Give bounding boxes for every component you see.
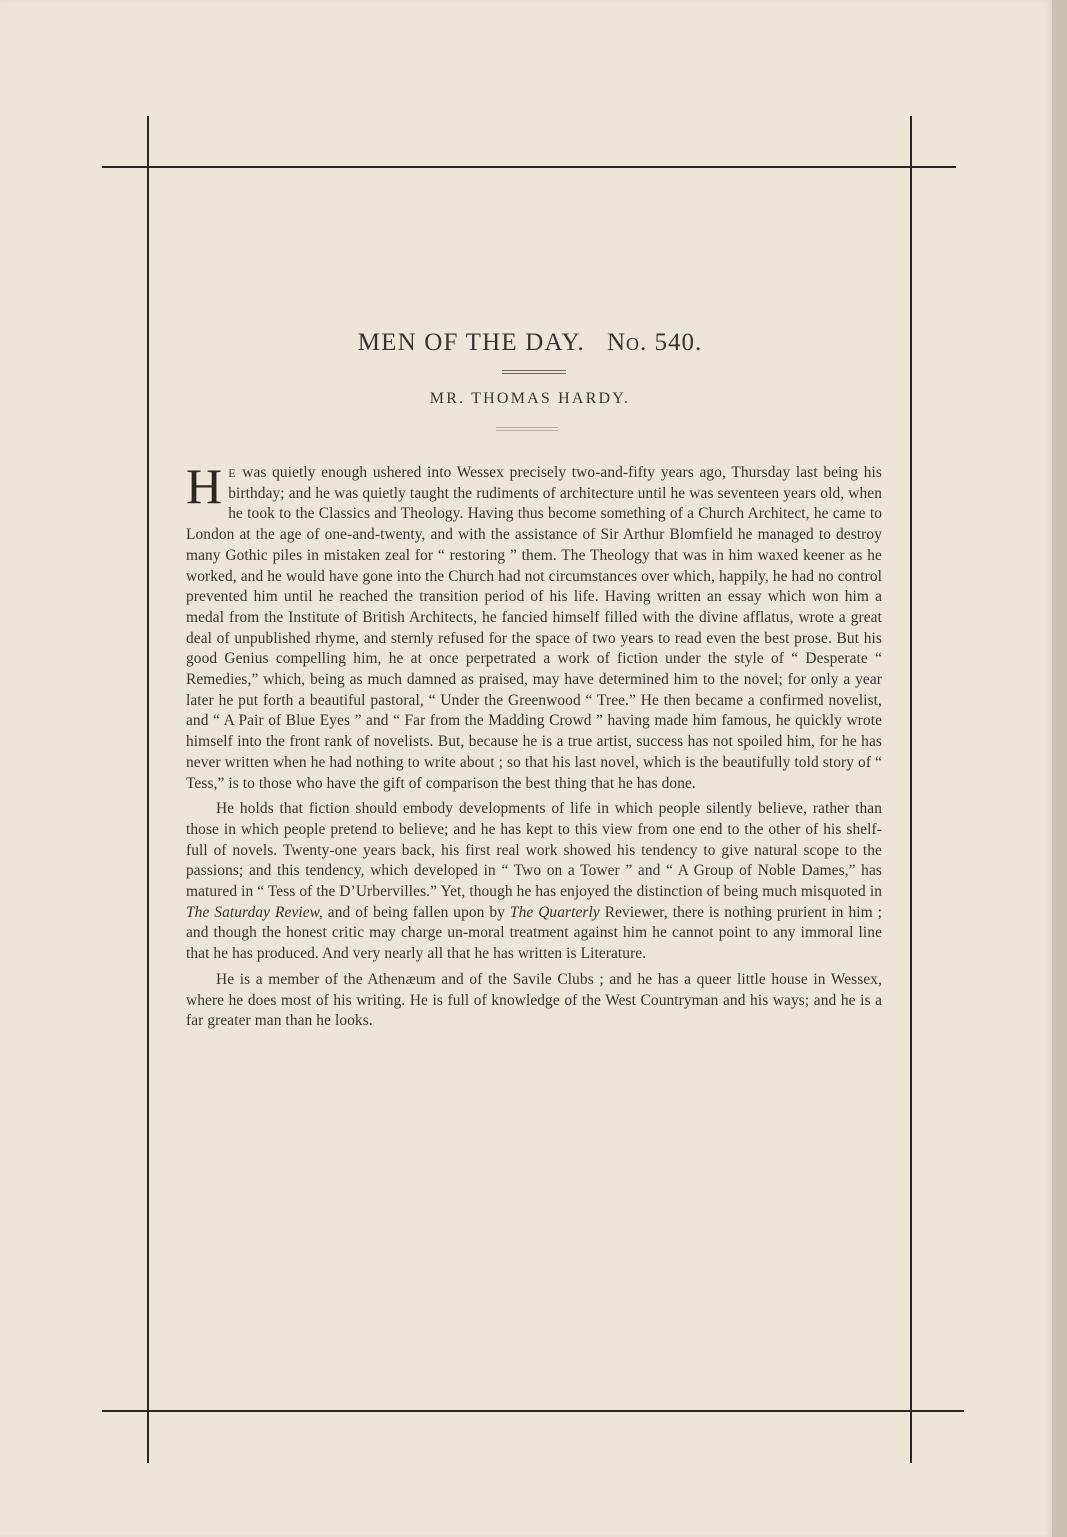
paragraph-1 (186, 458, 882, 794)
paragraph-1-text: was quietly enough ushered into Wessex precisely two-and-fifty years ago, Thursday last being his birthday; and he was quietly taught the rudiments of architecture until he was seventeen years old, when he took to the Classics and Theology. Having thus become something of a Church Architect, he came to London at the age of one-and-twenty, and with the assistance of Sir Arthur Blomfield he managed to destroy many Gothic piles in mistaken zeal for “ restoring ” them. The Theology that was in him waxed keener as he worked, and he would have gone into the Church had not circumstances over which, happily, he had no control prevented him until he reached the transition period of his life. Having written an essay which won him a medal from the Institute of British Architects, he fancied himself filled with the divine afflatus, wrote a great deal of unpublished rhyme, and sternly refused for the space of two years to read even the best prose. But his good Genius compelling him, he at once perpetrated a work of fiction under the style of “ Desperate “ Remedies,” which, being as much damned as praised, may have determined him to the novel; for only a year later he put forth a beautiful pastoral, “ Under the Greenwood “ Tree.” He then became a confirmed novelist, and “ A Pair of Blue Eyes ” and “ Far from the Madding Crowd ” having made him famous, he quickly wrote himself into the front rank of novelists. But, because he is a true artist, success has not spoiled him, for he has never written when he had nothing to write about ; so that his last novel, which is the beautifully told story of “ Tess,” is to those who have the gift of comparison the best thing that he has done. (186, 464, 882, 792)
paragraph-2-text-b: and of being fallen upon by (322, 903, 510, 921)
paragraph-2-text-c: Reviewer, there is nothing prurient in him ; and though the honest critic may charge un-moral treatment against him he cannot point to any immoral line that he has produced. And very nearly all that he has written is Literature. (186, 903, 882, 963)
paragraph-3: He is a member of the Athenæum and of the Savile Clubs ; and he has a queer little house in Wessex, where he does most of his writing. He is full of knowledge of the West Countryman and his ways; and he is a far greater man than he looks. (186, 970, 882, 1030)
bottom-border-rule (102, 1410, 964, 1412)
title-text: MEN OF THE DAY. (357, 328, 585, 356)
lead-letters: E (228, 466, 237, 480)
left-border-rule (147, 116, 149, 1463)
publication-title-quarterly: The Quarterly (509, 903, 600, 921)
paragraph-2-text-a: He holds that fiction should embody developments of life in which people silently believe, rather than those in which people pretend to believe; and he has kept to this view from one end to the other of his shelf-full of novels. Twenty-one years back, his first real work showed his tendency to give natural scope to the passions; and this tendency, which developed in “ Two on a Tower ” and “ A Group of Noble Dames,” has matured in “ Tess of the D’Urbervilles.” Yet, though he has enjoyed the distinction of being much misquoted in (186, 800, 882, 901)
subject-name: MR. THOMAS HARDY. (429, 390, 631, 407)
paragraph-2 (186, 799, 882, 965)
article-body (186, 458, 882, 1037)
right-border-rule (910, 116, 912, 1463)
subtitle-divider (496, 427, 558, 431)
issue-number: No. 540. (607, 328, 703, 356)
title-divider (502, 370, 566, 374)
top-border-rule (102, 166, 956, 168)
drop-cap: H (186, 458, 223, 514)
publication-title-saturday-review: The Saturday Review, (186, 903, 323, 921)
page-title (148, 329, 912, 357)
